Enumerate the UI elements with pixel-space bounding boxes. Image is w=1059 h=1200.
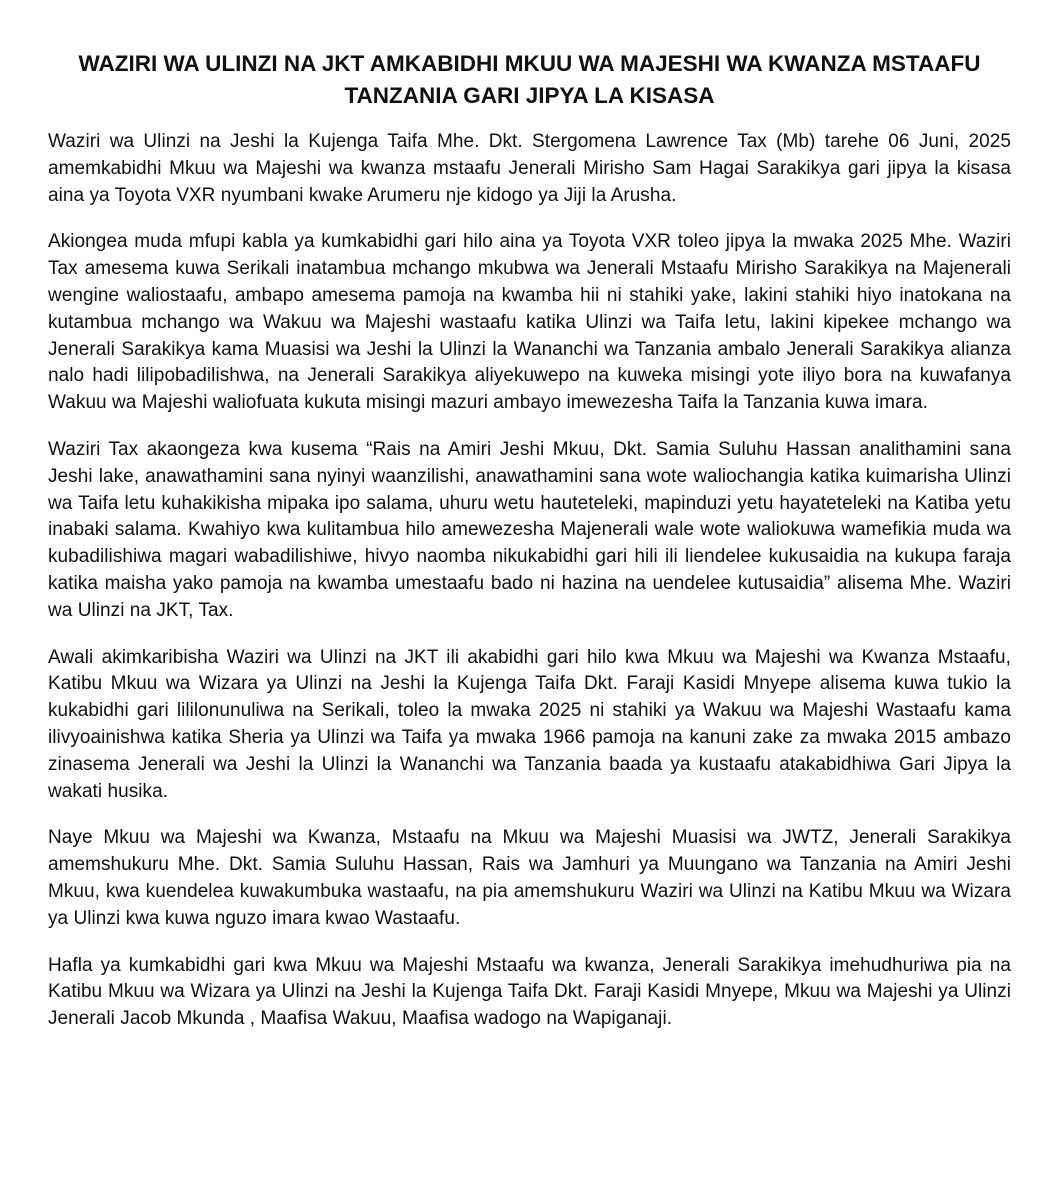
paragraph-2: Akiongea muda mfupi kabla ya kumkabidhi gari hilo aina ya Toyota VXR toleo jipya la mwaka 2025 Mhe. Waziri Tax amesema kuwa Serikali inatambua mchango mkubwa wa Jenerali Mstaafu Mirisho Sarakikya na Majenerali wengine waliostaafu, ambapo amesema pamoja na kwamba hii ni stahiki yake, lakini stahiki hiyo inatokana na kutambua mchango wa Wakuu wa Majeshi wastaafu katika Ulinzi wa Taifa letu, lakini kipekee mchango wa Jenerali Sarakikya kama Muasisi wa Jeshi la Ulinzi la Wananchi wa Tanzania ambalo Jenerali Sarakikya alianza nalo hadi lilipobadilishwa, na Jenerali Sarakikya aliyekuwepo na kuweka misingi yote iliyo bora na kuwafanya Wakuu wa Majeshi waliofuata kukuta misingi mazuri ambayo imewezesha Taifa la Tanzania kuwa imara.	[48, 231, 1011, 414]
document-title: WAZIRI WA ULINZI NA JKT AMKABIDHI MKUU WA MAJESHI WA KWANZA MSTAAFU TANZANIA GARI JIPYA LA KISASA	[78, 51, 981, 108]
paragraph-6: Hafla ya kumkabidhi gari kwa Mkuu wa Majeshi Mstaafu wa kwanza, Jenerali Sarakikya imehudhuriwa pia na Katibu Mkuu wa Wizara ya Ulinzi na Jeshi la Kujenga Taifa Dkt. Faraji Kasidi Mnyepe, Mkuu wa Majeshi ya Ulinzi Jenerali Jacob Mkunda , Maafisa Wakuu, Maafisa wadogo na Wapiganaji.	[48, 954, 1011, 1030]
paragraph-3: Waziri Tax akaongeza kwa kusema “Rais na Amiri Jeshi Mkuu, Dkt. Samia Suluhu Hassan analithamini sana Jeshi lake, anawathamini sana nyinyi waanzilishi, anawathamini sana wote waliochangia katika kuimarisha Ulinzi wa Taifa letu kuhakikisha mipaka ipo salama, uhuru wetu hauteteleki, mapinduzi yetu hayateteleki na Katiba yetu inabaki salama. Kwahiyo kwa kulitambua hilo amewezesha Majenerali wale wote waliokuwa wamefikia muda wa kubadilishiwa magari wabadilishiwe, hivyo naomba nikukabidhi gari hili ili liendelee kukusaidia na kukupa faraja katika maisha yako pamoja na kwamba umestaafu bado ni hazina na uendelee kutusaidia” alisema Mhe. Waziri wa Ulinzi na JKT, Tax.	[48, 438, 1011, 621]
paragraph-4: Awali akimkaribisha Waziri wa Ulinzi na JKT ili akabidhi gari hilo kwa Mkuu wa Majeshi wa Kwanza Mstaafu, Katibu Mkuu wa Wizara ya Ulinzi na Jeshi la Kujenga Taifa Dkt. Faraji Kasidi Mnyepe alisema kuwa tukio la kukabidhi gari lililonunuliwa na Serikali, toleo la mwaka 2025 ni stahiki ya Wakuu wa Majeshi Wastaafu kama ilivyoainishwa katika Sheria ya Ulinzi wa Taifa ya mwaka 1966 pamoja na kanuni zake za mwaka 2015 ambazo zinasema Jenerali wa Jeshi la Ulinzi la Wananchi wa Tanzania baada ya kustaafu atakabidhiwa Gari Jipya la wakati husika.	[48, 646, 1011, 802]
paragraph-5: Naye Mkuu wa Majeshi wa Kwanza, Mstaafu na Mkuu wa Majeshi Muasisi wa JWTZ, Jenerali Sarakikya amemshukuru Mhe. Dkt. Samia Suluhu Hassan, Rais wa Jamhuri ya Muungano wa Tanzania na Amiri Jeshi Mkuu, kwa kuendelea kuwakumbuka wastaafu, na pia amemshukuru Waziri wa Ulinzi na Katibu Mkuu wa Wizara ya Ulinzi kwa kuwa nguzo imara kwao Wastaafu.	[48, 827, 1011, 929]
paragraph-1: Waziri wa Ulinzi na Jeshi la Kujenga Taifa Mhe. Dkt. Stergomena Lawrence Tax (Mb) tarehe 06 Juni, 2025 amemkabidhi Mkuu wa Majeshi wa kwanza mstaafu Jenerali Mirisho Sam Hagai Sarakikya gari jipya la kisasa aina ya Toyota VXR nyumbani kwake Arumeru nje kidogo ya Jiji la Arusha.	[48, 131, 1011, 206]
document-page	[48, 48, 1011, 1053]
